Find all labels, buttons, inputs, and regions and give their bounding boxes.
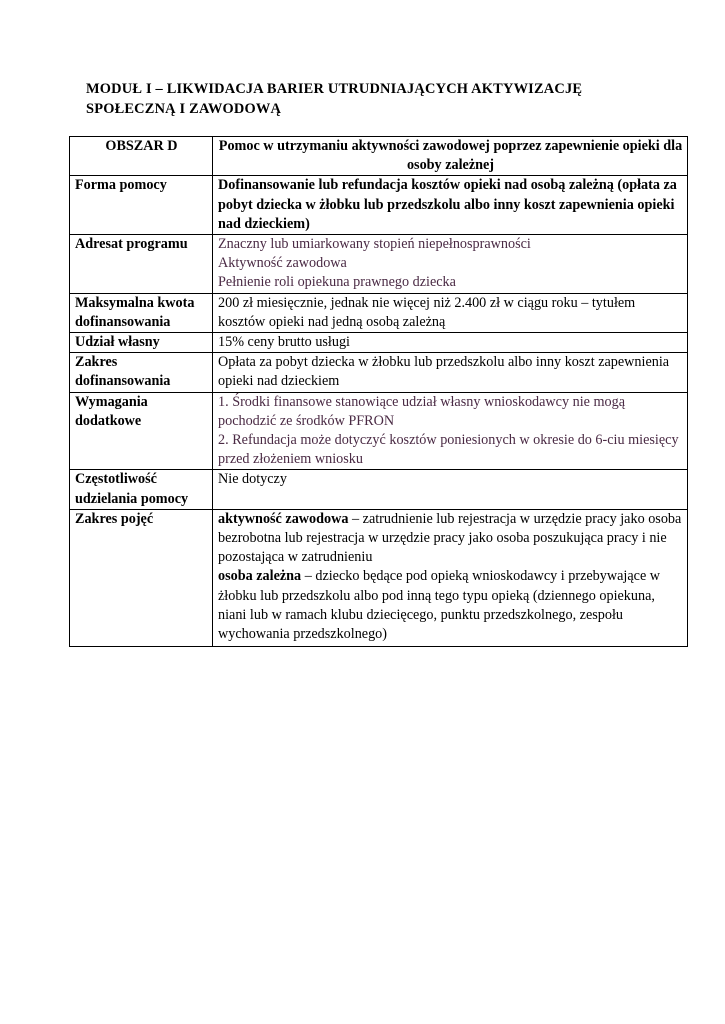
row-value-adresat <box>213 235 688 294</box>
adresat-item: Pełnienie roli opiekuna prawnego dziecka <box>218 274 456 291</box>
table-row <box>70 333 688 353</box>
adresat-item: Aktywność zawodowa <box>218 255 347 272</box>
wymagania-item: 1. Środki finansowe stanowiące udział własny wnioskodawcy nie mogą pochodzić ze środków PFRON <box>218 393 626 429</box>
table-header-row <box>70 137 688 176</box>
table-row <box>70 293 688 332</box>
table-row <box>70 176 688 235</box>
adresat-item: Znaczny lub umiarkowany stopień niepełnosprawności <box>218 236 531 253</box>
row-label-forma: Forma pomocy <box>70 176 213 235</box>
row-label-kwota: Maksymalna kwota dofinansowania <box>70 293 213 332</box>
row-label-udzial: Udział własny <box>70 333 213 353</box>
row-value-czestotliwosc: Nie dotyczy <box>213 470 688 509</box>
row-label-adresat: Adresat programu <box>70 235 213 294</box>
term-osoba-zalezna: osoba zależna <box>218 568 302 585</box>
row-label-zakres-dofinansowania: Zakres dofinansowania <box>70 353 213 392</box>
module-heading <box>86 79 640 119</box>
row-label-czestotliwosc: Częstotliwość udzielania pomocy <box>70 470 213 509</box>
row-value-wymagania <box>213 392 688 470</box>
table-row <box>70 353 688 392</box>
table-row <box>70 235 688 294</box>
definition-aktywnosc-zawodowa: – zatrudnienie lub rejestracja w urzędzie pracy jako osoba bezrobotna lub rejestracja w urzędzie pracy jako osoba poszukująca pracy i nie pozostająca w zatrudnieniu <box>218 510 682 566</box>
area-title: Pomoc w utrzymaniu aktywności zawodowej poprzez zapewnienie opieki dla osoby zależnej <box>213 137 688 176</box>
table-row <box>70 509 688 646</box>
table-row <box>70 392 688 470</box>
area-label: OBSZAR D <box>70 137 213 176</box>
definition-osoba-zalezna: – dziecko będące pod opieką wnioskodawcy i przebywające w żłobku lub przedszkolu albo pod inną tego typu opieką (dziennego opiekuna, niani lub w ramach klubu dziecięcego, punktu przedszkolnego, zespołu wychowania przedszkolnego) <box>218 568 661 643</box>
module-heading-line2: SPOŁECZNĄ I ZAWODOWĄ <box>86 101 282 117</box>
row-value-zakres-dofinansowania: Opłata za pobyt dziecka w żłobku lub przedszkolu albo inny koszt zapewnienia opieki nad dzieckiem <box>213 353 688 392</box>
row-value-pojecia <box>213 509 688 646</box>
term-aktywnosc-zawodowa: aktywność zawodowa <box>218 510 349 527</box>
module-heading-line1: MODUŁ I – LIKWIDACJA BARIER UTRUDNIAJĄCYCH AKTYWIZACJĘ <box>86 81 583 97</box>
wymagania-item: 2. Refundacja może dotyczyć kosztów poniesionych w okresie do 6-ciu miesięcy przed złożeniem wniosku <box>218 432 679 468</box>
program-table <box>69 136 688 647</box>
row-label-wymagania: Wymagania dodatkowe <box>70 392 213 470</box>
row-value-udzial: 15% ceny brutto usługi <box>213 333 688 353</box>
row-value-forma: Dofinansowanie lub refundacja kosztów opieki nad osobą zależną (opłata za pobyt dziecka w żłobku lub przedszkolu albo inny koszt zapewnienia opieki nad dzieckiem) <box>213 176 688 235</box>
table-row <box>70 470 688 509</box>
row-label-pojecia: Zakres pojęć <box>70 509 213 646</box>
row-value-kwota: 200 zł miesięcznie, jednak nie więcej niż 2.400 zł w ciągu roku – tytułem kosztów opieki nad jedną osobą zależną <box>213 293 688 332</box>
